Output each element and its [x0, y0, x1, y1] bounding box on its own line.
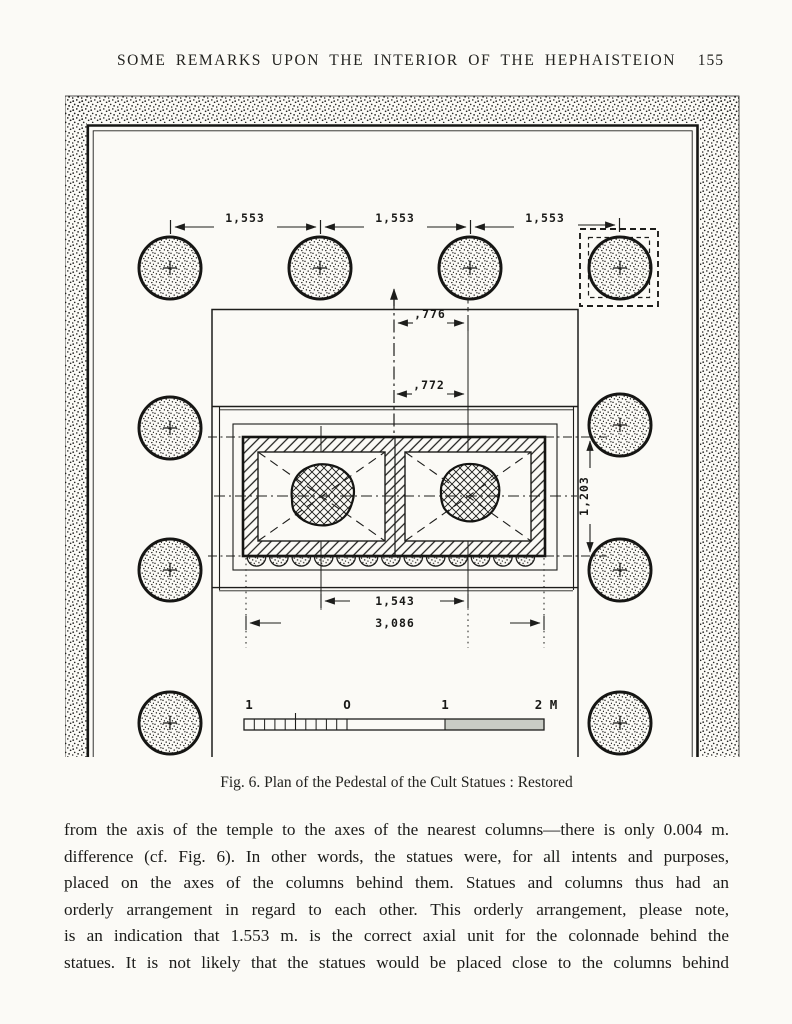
dim-label-axial-3: 1,553 [525, 211, 565, 225]
scale-label-right-1: 1 [441, 697, 449, 712]
scale-label-zero: O [343, 697, 351, 712]
column-marker [589, 237, 651, 299]
column-marker [589, 539, 651, 601]
dim-label-statue-spacing: 1,543 [375, 594, 415, 608]
running-head [65, 52, 728, 74]
column-marker [139, 539, 201, 601]
dim-label-pedestal-width: 3,086 [375, 616, 415, 630]
dimension-colonnade-spacing [171, 211, 620, 234]
scale-bar [244, 697, 557, 730]
body-line: is an indication that 1.553 m. is the correct axial unit for the colonnade behind the [64, 926, 729, 946]
column-marker [289, 237, 351, 299]
scale-label-2m: 2 M [534, 697, 558, 712]
figure-caption: Fig. 6. Plan of the Pedestal of the Cult Statues : Restored [220, 774, 573, 791]
page-number: 155 [697, 52, 724, 69]
body-line: placed on the axes of the columns behind them. Statues and columns thus had an [64, 873, 729, 893]
dim-label-axis-to-statue: ,772 [413, 378, 445, 392]
column-marker [589, 692, 651, 754]
dim-label-axial-2: 1,553 [375, 211, 415, 225]
pedestal-hatched-border [214, 437, 577, 556]
scallop-moulding [247, 557, 534, 566]
column-marker [139, 237, 201, 299]
temple-plan-figure [65, 95, 740, 762]
dimension-bottom [246, 594, 544, 630]
column-marker [439, 237, 501, 299]
dim-label-axis-to-column: ,776 [414, 307, 446, 321]
statue-base-right [441, 464, 499, 521]
body-line: difference (cf. Fig. 6). In other words, the statues were, for all intents and purposes, [64, 846, 729, 866]
dim-label-axial-1: 1,553 [225, 211, 265, 225]
column-marker [589, 394, 651, 456]
dimension-axis-offsets [397, 307, 468, 394]
body-paragraph [64, 817, 729, 977]
column-marker [139, 397, 201, 459]
statue-base-left [292, 464, 354, 525]
column-marker [139, 692, 201, 754]
running-head-title: SOME REMARKS UPON THE INTERIOR OF THE HEPHAISTEION [116, 52, 677, 69]
body-line: orderly arrangement in regard to each other. This orderly arrangement, please note, [64, 899, 729, 919]
scale-label-left-1: 1 [245, 697, 253, 712]
body-line: statues. It is not likely that the statues would be placed close to the columns behind [64, 952, 729, 972]
body-line: from the axis of the temple to the axes of the nearest columns—there is only 0.004 m. [64, 820, 729, 839]
dim-label-pedestal-depth: 1,203 [577, 476, 591, 516]
